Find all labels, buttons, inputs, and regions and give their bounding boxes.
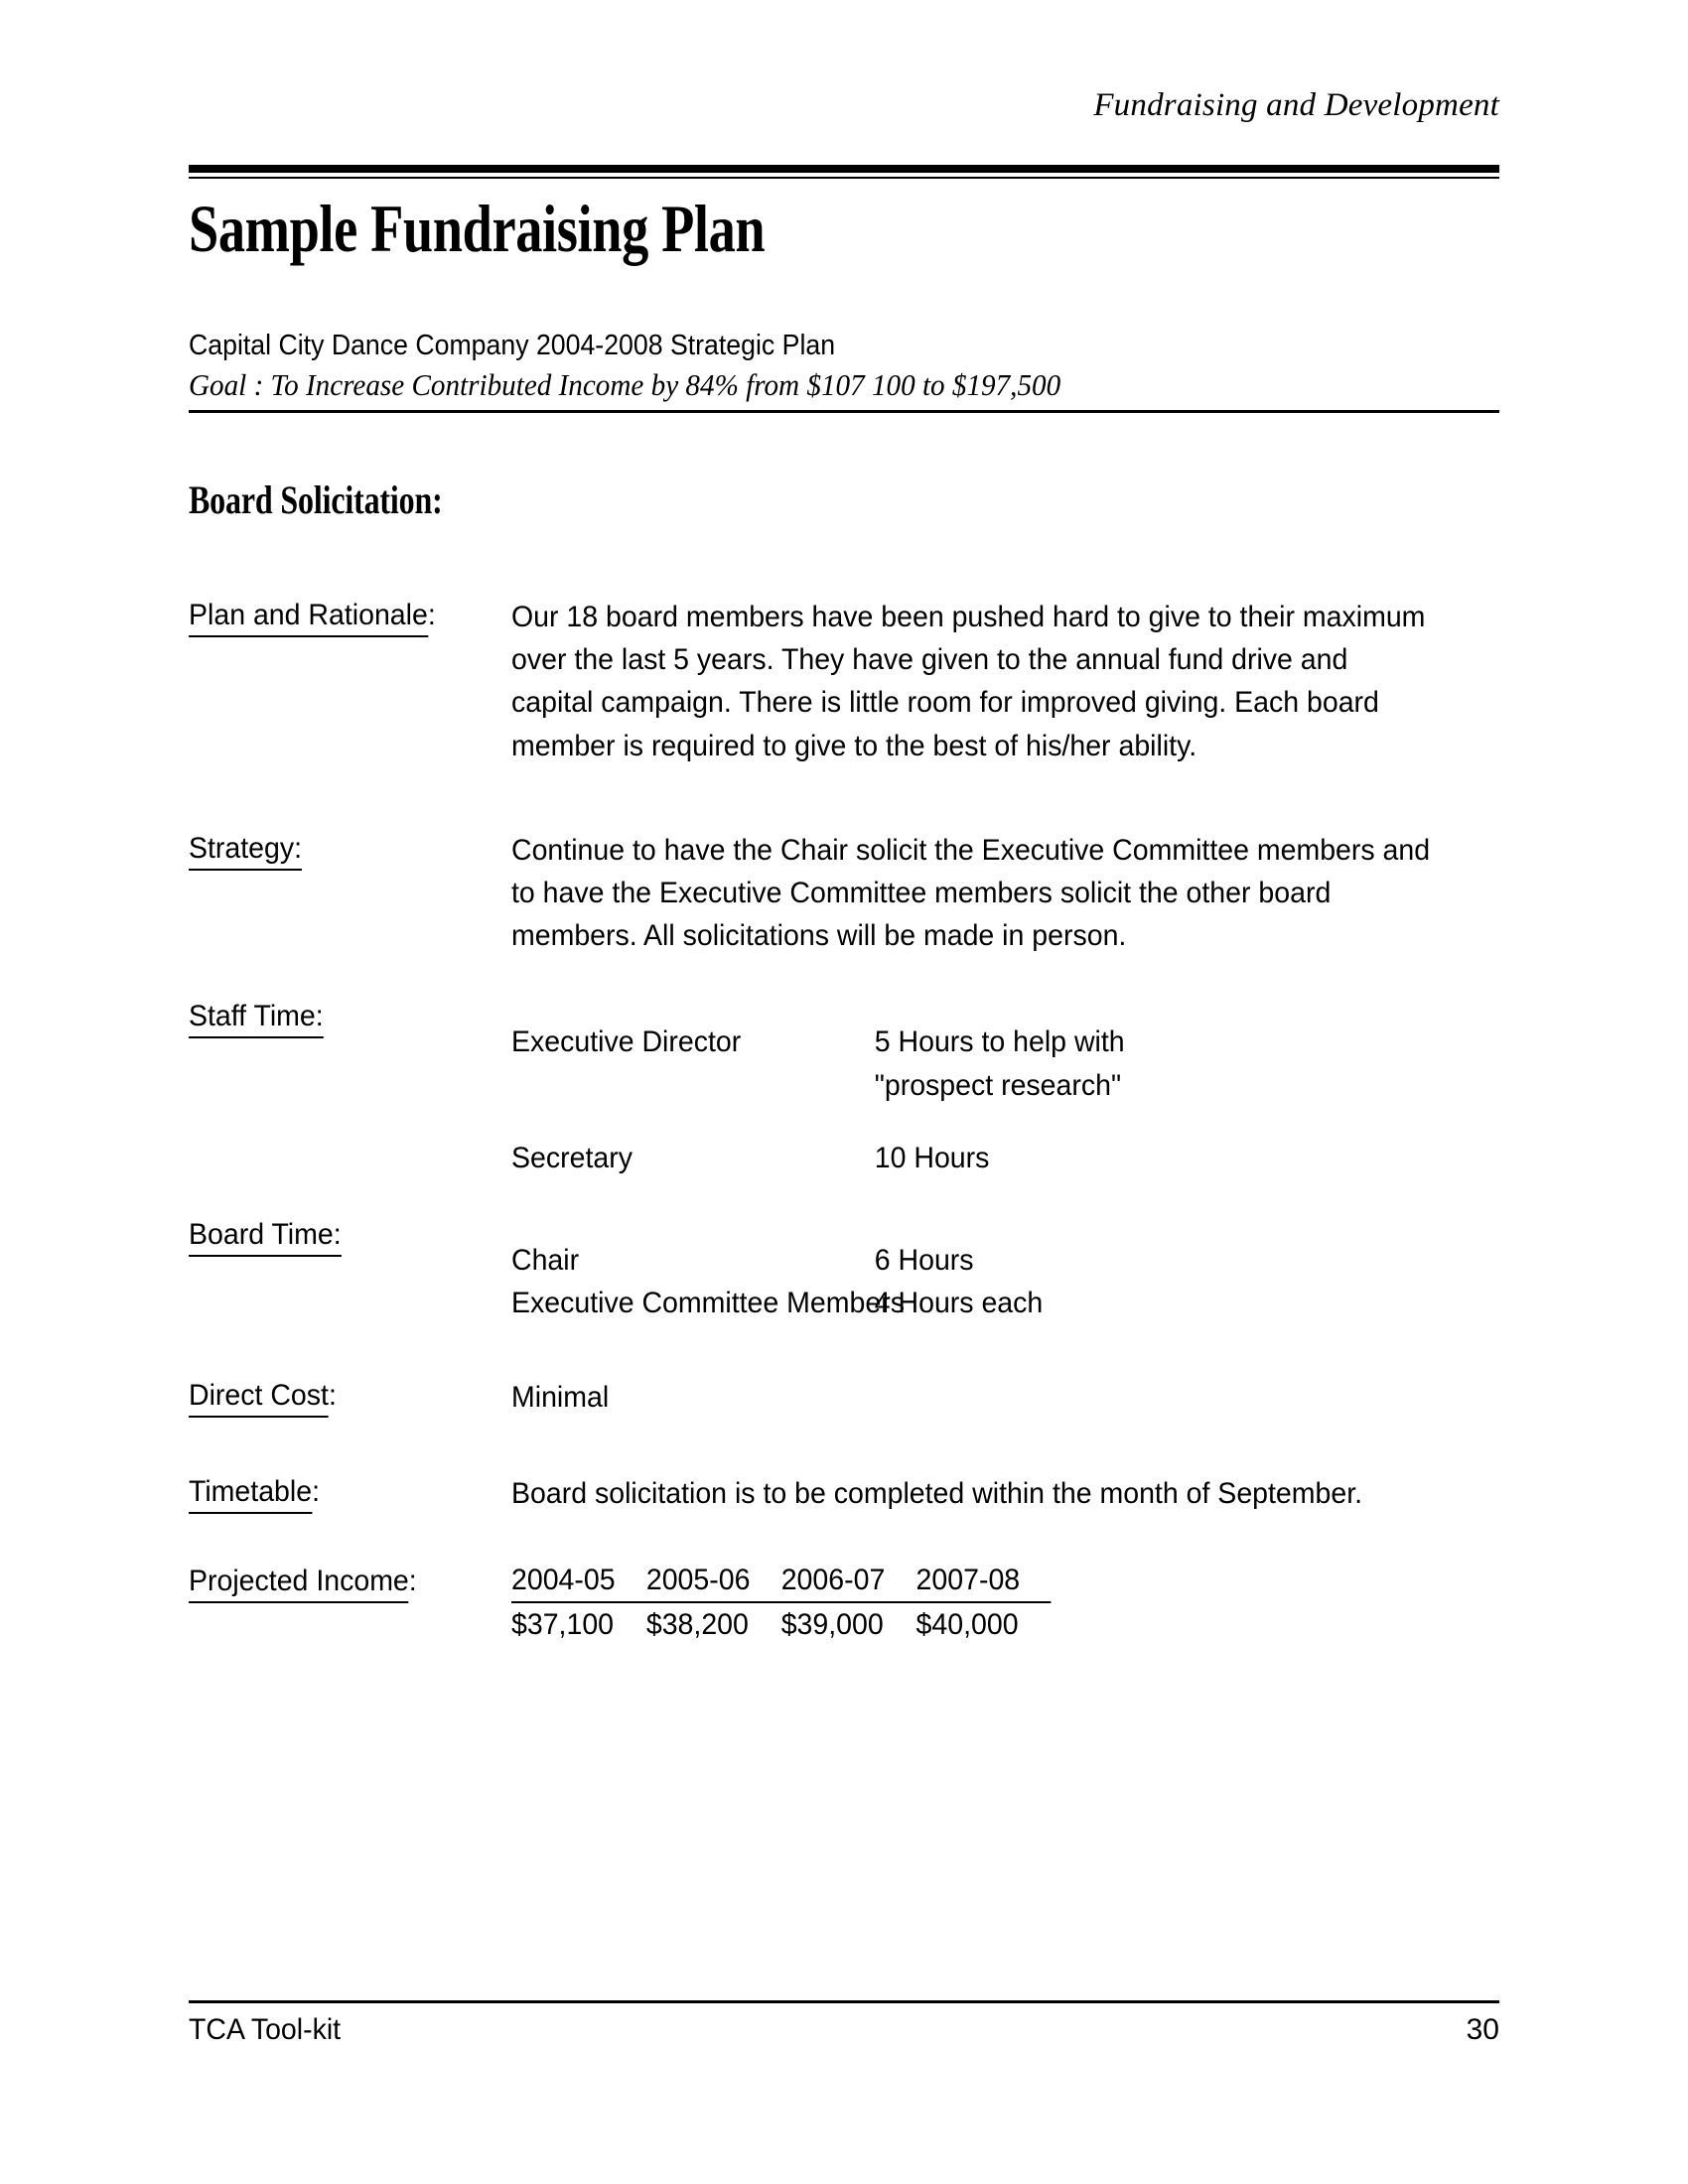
label-plan-and-rationale [189,596,495,634]
column-header-year: 2005-06 [645,1563,751,1596]
label-underlined-text: Timetable [189,1475,312,1514]
staff-time-table [511,1021,1511,1179]
entry-label-cell [189,829,511,868]
entry-content-cell [511,997,1514,1179]
spacer [189,1179,1514,1215]
cell-amount: $38,200 [645,1608,749,1642]
cell-amount: $39,000 [780,1608,884,1642]
table-row [511,1239,1511,1282]
header-rule-thick [189,165,1499,173]
label-colon: : [312,1475,321,1509]
paragraph-line: to have the Executive Committee members solicit the other board [511,876,1332,909]
entry-timetable [189,1472,1514,1515]
paragraph-line: over the last 5 years. They have given to the annual fund drive and [511,643,1348,677]
entry-label-cell [189,1562,511,1600]
subtitle-goal: Goal : To Increase Contributed Income by 84% from $107 100 to $197,500 [189,366,1061,402]
staff-hours: 5 Hours to help with "prospect research" [874,1025,1125,1102]
column-header-year: 2007-08 [915,1563,1021,1596]
subtitle-rule [189,410,1499,413]
value-direct-cost [511,1376,1511,1419]
label-timetable [189,1472,495,1511]
label-underlined-text: Projected Income [189,1565,409,1603]
staff-hours: 10 Hours [874,1141,990,1174]
entry-label-cell [189,997,511,1035]
board-hours: 4 Hours each [874,1287,1044,1320]
spacer [511,1107,1511,1137]
entry-content-cell [511,1472,1514,1515]
entry-content-cell [511,1376,1514,1419]
entry-board-time [189,1215,1514,1324]
subtitle-block [189,328,1499,413]
entry-label-cell [189,596,511,634]
board-role: Executive Committee Members [511,1287,905,1320]
entry-label-cell [189,1215,511,1254]
label-underlined-text: Staff Time: [189,1000,324,1038]
running-header [189,87,1499,124]
column-header-year: 2006-07 [780,1563,886,1596]
spacer [189,957,1514,997]
paragraph-line: Continue to have the Chair solicit the Executive Committee members and [511,833,1431,867]
label-projected-income [189,1562,495,1600]
label-underlined-text: Plan and Rationale [189,599,428,637]
paragraph-line: Our 18 board members have been pushed hard to give to their maximum [511,601,1426,633]
header-rule-thin [189,177,1499,179]
table-row [511,1282,1511,1324]
label-board-time [189,1215,495,1254]
page-title: Sample Fundraising Plan [189,191,766,266]
entry-projected-income [189,1562,1514,1645]
page-number: 30 [1466,2013,1499,2046]
table-header-rule [511,1601,1051,1603]
staff-role: Executive Director [511,1025,742,1059]
footer-source-label: TCA Tool-kit [189,2013,342,2046]
paragraph-line: Minimal [511,1381,610,1415]
paragraph-line: member is required to give to the best of his/her ability. [511,729,1197,762]
label-colon: : [328,1379,337,1413]
label-staff-time [189,997,495,1035]
entry-content-cell [511,596,1514,767]
spacer [511,1215,1514,1239]
board-time-table [511,1239,1511,1324]
projected-income-table [511,1562,1511,1645]
board-role: Chair [511,1243,580,1277]
document-body [189,596,1514,1644]
table-row [511,1137,1511,1179]
spacer [189,767,1514,829]
paragraph-line: members. All solicitations will be made in person. [511,919,1127,953]
paragraph-line: capital campaign. There is little room for improved giving. Each board [511,686,1379,720]
spacer [511,997,1514,1021]
footer-rule [189,2000,1499,2003]
spacer [189,1324,1514,1376]
entry-staff-time [189,997,1514,1179]
footer-row [189,2013,1499,2047]
entry-content-cell [511,1215,1514,1324]
paragraph-plan-and-rationale [511,596,1511,767]
entry-content-cell [511,829,1514,958]
entry-strategy [189,829,1514,958]
section-heading: Board Solicitation: [189,478,443,522]
paragraph-line: Board solicitation is to be completed within the month of September. [511,1477,1363,1511]
label-underlined-text: Board Time: [189,1218,342,1257]
spacer [189,1419,1514,1472]
spacer [189,1516,1514,1562]
label-colon: : [427,599,436,631]
label-underlined-text: Direct Cost [189,1379,329,1418]
label-direct-cost [189,1376,495,1415]
entry-content-cell [511,1562,1514,1645]
header-rule-group [189,165,1499,179]
entry-label-cell [189,1376,511,1415]
staff-role: Secretary [511,1141,633,1174]
cell-amount: $37,100 [511,1608,615,1642]
cell-amount: $40,000 [915,1608,1019,1642]
table-row [511,1021,1511,1106]
label-colon: : [408,1564,417,1597]
value-timetable [511,1472,1511,1515]
label-strategy [189,829,495,868]
table-row [511,1606,1511,1644]
label-underlined-text: Strategy: [189,832,302,871]
page-footer [189,2000,1499,2047]
running-header-text: Fundraising and Development [1093,87,1499,123]
column-header-year: 2004-05 [511,1563,616,1596]
table-header-row [511,1562,1511,1599]
entry-plan-and-rationale [189,596,1514,767]
entry-direct-cost [189,1376,1514,1419]
subtitle-plan-name: Capital City Dance Company 2004-2008 Strategic Plan [189,330,836,361]
entry-label-cell [189,1472,511,1511]
paragraph-strategy [511,829,1511,958]
board-hours: 6 Hours [874,1243,974,1277]
